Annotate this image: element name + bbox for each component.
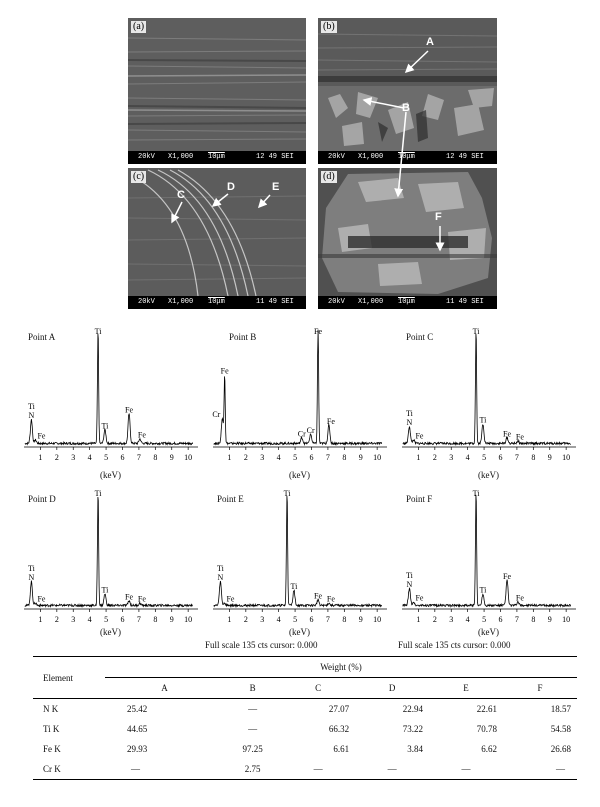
peak-label: Fe <box>226 594 235 604</box>
table-cell: 66.32 <box>328 724 350 734</box>
x-tick-label: 7 <box>514 453 519 462</box>
x-tick-label: 4 <box>465 615 470 624</box>
peak-label: Ti <box>405 408 413 418</box>
x-tick-label: 1 <box>227 615 232 624</box>
x-tick-label: 6 <box>309 453 314 462</box>
sem-magnification: X1,000 <box>168 298 194 306</box>
table-cell: 44.65 <box>127 724 148 734</box>
spectrum-plot <box>16 320 206 490</box>
annotation-e: E <box>272 181 280 193</box>
peak-label: Fe <box>503 429 512 439</box>
axis-label: (keV) <box>100 627 121 637</box>
weight-table <box>33 656 577 780</box>
spectrum-line <box>214 496 382 607</box>
peak-label: Fe <box>314 327 323 336</box>
element-header: Element <box>33 657 105 699</box>
table-cell: 6.61 <box>333 744 350 754</box>
sem-voltage: 20kV <box>328 153 345 161</box>
table-cell: — <box>429 759 503 780</box>
x-tick-label: 1 <box>227 453 232 462</box>
x-tick-label: 10 <box>373 615 382 624</box>
table-header-row <box>33 657 577 678</box>
table-cell: 2.75 <box>224 759 281 780</box>
x-tick-label: 2 <box>54 453 59 462</box>
sem-scale: 10μm <box>398 153 415 161</box>
table-cell: 73.22 <box>402 724 424 734</box>
peak-label: Ti <box>472 489 480 498</box>
table-cell: 54.58 <box>550 724 571 734</box>
x-tick-label: 10 <box>184 615 193 624</box>
x-tick-label: 10 <box>562 615 571 624</box>
x-tick-label: 8 <box>153 615 158 624</box>
sem-info-bar <box>128 151 306 164</box>
sem-scale: 10μm <box>208 298 225 306</box>
peak-label: N <box>217 573 224 583</box>
table-cell: 27.07 <box>328 704 350 714</box>
micrograph-b-texture <box>318 18 497 164</box>
weight-header: Weight (%) <box>105 657 577 678</box>
x-tick-label: 9 <box>358 453 363 462</box>
micrograph-label: (b) <box>323 21 335 32</box>
peak-label: Fe <box>415 431 424 441</box>
spectrum-title: Point B <box>229 332 257 342</box>
peak-label: Ti <box>283 489 291 498</box>
table-cell: — <box>281 759 355 780</box>
peak-label: Fe <box>515 432 524 442</box>
table-cell: 70.78 <box>476 724 498 734</box>
element-cell: Ti K <box>43 724 60 734</box>
micrograph-label: (c) <box>133 171 145 182</box>
table-cell: — <box>248 724 258 734</box>
x-tick-label: 3 <box>71 453 76 462</box>
x-tick-label: 9 <box>169 615 174 624</box>
peak-label: Fe <box>137 594 146 604</box>
axis-label: (keV) <box>289 627 310 637</box>
peak-label: Fe <box>326 594 335 604</box>
sem-code: 11 49 SEI <box>256 298 294 306</box>
x-tick-label: 3 <box>449 453 454 462</box>
column-header: C <box>281 678 355 699</box>
x-tick-label: 10 <box>373 453 382 462</box>
column-header: B <box>224 678 281 699</box>
table-cell: 6.62 <box>481 744 498 754</box>
table-subheader-row <box>33 678 577 699</box>
peak-label: Fe <box>503 571 512 581</box>
spectrum-plot <box>205 320 395 490</box>
spectrum-line <box>25 334 193 445</box>
peak-label: Cr <box>212 409 221 419</box>
peak-label: N <box>406 579 413 589</box>
sem-voltage: 20kV <box>138 298 155 306</box>
x-tick-label: 5 <box>293 453 298 462</box>
x-tick-label: 3 <box>449 615 454 624</box>
table-cell: 97.25 <box>242 744 263 754</box>
x-tick-label: 9 <box>358 615 363 624</box>
spectrum-line <box>403 334 571 445</box>
axis-label: (keV) <box>289 470 310 480</box>
column-header: E <box>429 678 503 699</box>
table-cell: — <box>355 759 429 780</box>
column-header: A <box>105 678 224 699</box>
column-header: F <box>503 678 577 699</box>
spectrum-title: Point C <box>406 332 434 342</box>
axis-label: (keV) <box>100 470 121 480</box>
micrograph-b <box>318 18 497 164</box>
spectrum-point-a <box>16 320 206 490</box>
table-cell: — <box>248 704 258 714</box>
x-tick-label: 6 <box>498 615 503 624</box>
table-cell: 18.57 <box>550 704 571 714</box>
micrograph-label: (d) <box>323 171 335 182</box>
micrograph-a-texture <box>128 18 306 164</box>
spectrum-point-c <box>394 320 584 490</box>
peak-label: Fe <box>37 431 46 441</box>
annotation-d: D <box>227 181 235 193</box>
annotation-a: A <box>426 36 434 48</box>
peak-label: Fe <box>326 416 335 426</box>
peak-label: Ti <box>101 585 109 595</box>
peak-label: Ti <box>27 564 35 574</box>
annotation-f: F <box>435 211 442 223</box>
micrograph-label: (a) <box>133 21 145 32</box>
axis-label: (keV) <box>478 470 499 480</box>
x-tick-label: 7 <box>514 615 519 624</box>
annotation-b: B <box>402 102 410 114</box>
sem-code: 12 49 SEI <box>446 153 484 161</box>
table-cell: 29.93 <box>127 744 148 754</box>
x-tick-label: 1 <box>38 453 43 462</box>
sem-magnification: X1,000 <box>358 153 384 161</box>
peak-label: Ti <box>405 570 413 580</box>
full-scale-note: Full scale 135 cts cursor: 0.000 <box>205 640 318 650</box>
spectrum-title: Point D <box>28 494 56 504</box>
x-tick-label: 2 <box>54 615 59 624</box>
table-row <box>33 699 577 720</box>
x-tick-label: 9 <box>169 453 174 462</box>
column-header: D <box>355 678 429 699</box>
element-cell: N K <box>43 704 59 714</box>
table-cell: — <box>105 759 224 780</box>
peak-label: Ti <box>479 585 487 595</box>
spectrum-point-e <box>205 482 395 652</box>
x-tick-label: 10 <box>184 453 193 462</box>
peak-label: Ti <box>290 582 298 592</box>
sem-info-bar <box>128 296 306 309</box>
peak-label: Fe <box>137 430 146 440</box>
x-tick-label: 8 <box>342 615 347 624</box>
x-tick-label: 3 <box>260 615 265 624</box>
x-tick-label: 10 <box>562 453 571 462</box>
x-tick-label: 6 <box>309 615 314 624</box>
peak-label: N <box>406 417 413 427</box>
table-cell: 26.68 <box>550 744 571 754</box>
x-tick-label: 1 <box>38 615 43 624</box>
table-row <box>33 759 577 780</box>
x-tick-label: 2 <box>243 615 248 624</box>
sem-scale: 10μm <box>398 298 415 306</box>
x-tick-label: 5 <box>104 453 109 462</box>
sem-scale: 10μm <box>208 153 225 161</box>
table-cell: 22.94 <box>402 704 424 714</box>
x-tick-label: 3 <box>71 615 76 624</box>
x-tick-label: 4 <box>465 453 470 462</box>
peak-label: N <box>28 573 35 583</box>
x-tick-label: 5 <box>104 615 109 624</box>
annotation-c: C <box>177 189 185 201</box>
x-tick-label: 7 <box>136 615 141 624</box>
x-tick-label: 2 <box>432 453 437 462</box>
peak-label: Fe <box>125 592 134 602</box>
spectrum-plot <box>394 320 584 490</box>
peak-label: Ti <box>27 402 35 412</box>
peak-label: Ti <box>94 327 102 336</box>
x-tick-label: 5 <box>482 615 487 624</box>
sem-magnification: X1,000 <box>168 153 194 161</box>
x-tick-label: 5 <box>482 453 487 462</box>
spectrum-line <box>214 330 382 445</box>
x-tick-label: 4 <box>276 453 281 462</box>
x-tick-label: 2 <box>432 615 437 624</box>
spectrum-title: Point F <box>406 494 433 504</box>
spectrum-point-d <box>16 482 206 652</box>
x-tick-label: 9 <box>547 453 552 462</box>
peak-label: Cr <box>297 429 306 439</box>
x-tick-label: 4 <box>87 615 92 624</box>
peak-label: Ti <box>101 421 109 431</box>
peak-label: N <box>28 411 35 421</box>
x-tick-label: 1 <box>416 453 421 462</box>
micrograph-d-texture <box>318 168 497 309</box>
spectrum-line <box>25 497 193 607</box>
x-tick-label: 4 <box>87 453 92 462</box>
full-scale-note: Full scale 135 cts cursor: 0.000 <box>398 640 511 650</box>
peak-label: Ti <box>94 489 102 498</box>
micrograph-c <box>128 168 306 309</box>
x-tick-label: 9 <box>547 615 552 624</box>
x-tick-label: 5 <box>293 615 298 624</box>
peak-label: Ti <box>479 415 487 425</box>
x-tick-label: 1 <box>416 615 421 624</box>
x-tick-label: 2 <box>243 453 248 462</box>
sem-voltage: 20kV <box>328 298 345 306</box>
peak-label: Fe <box>37 594 46 604</box>
table-cell: 25.42 <box>127 704 148 714</box>
x-tick-label: 6 <box>120 453 125 462</box>
peak-label: Cr <box>306 425 315 435</box>
x-tick-label: 8 <box>342 453 347 462</box>
spectrum-line <box>403 495 571 607</box>
sem-code: 12 49 SEI <box>256 153 294 161</box>
x-tick-label: 7 <box>136 453 141 462</box>
x-tick-label: 8 <box>153 453 158 462</box>
table-cell: — <box>503 759 577 780</box>
x-tick-label: 6 <box>498 453 503 462</box>
table-row <box>33 719 577 739</box>
axis-label: (keV) <box>478 627 499 637</box>
peak-label: Fe <box>415 593 424 603</box>
peak-label: Ti <box>472 327 480 336</box>
table-cell: 3.84 <box>407 744 424 754</box>
sem-info-bar <box>318 296 497 309</box>
peak-label: Fe <box>515 593 524 603</box>
x-tick-label: 8 <box>531 615 536 624</box>
peak-label: Fe <box>125 405 134 415</box>
x-tick-label: 6 <box>120 615 125 624</box>
spectrum-title: Point A <box>28 332 56 342</box>
element-cell: Cr K <box>33 759 105 780</box>
x-tick-label: 7 <box>325 453 330 462</box>
sem-info-bar <box>318 151 497 164</box>
spectrum-point-b <box>205 320 395 490</box>
micrograph-a <box>128 18 306 164</box>
table-cell: 22.61 <box>476 704 498 714</box>
x-tick-label: 3 <box>260 453 265 462</box>
peak-label: Fe <box>314 591 323 601</box>
sem-voltage: 20kV <box>138 153 155 161</box>
spectrum-point-f <box>394 482 584 652</box>
sem-magnification: X1,000 <box>358 298 384 306</box>
peak-label: Ti <box>216 564 224 574</box>
table-row <box>33 739 577 759</box>
micrograph-d <box>318 168 497 309</box>
x-tick-label: 8 <box>531 453 536 462</box>
peak-label: Fe <box>220 366 229 376</box>
spectrum-title: Point E <box>217 494 244 504</box>
x-tick-label: 7 <box>325 615 330 624</box>
element-cell: Fe K <box>43 744 61 754</box>
sem-code: 11 49 SEI <box>446 298 484 306</box>
x-tick-label: 4 <box>276 615 281 624</box>
